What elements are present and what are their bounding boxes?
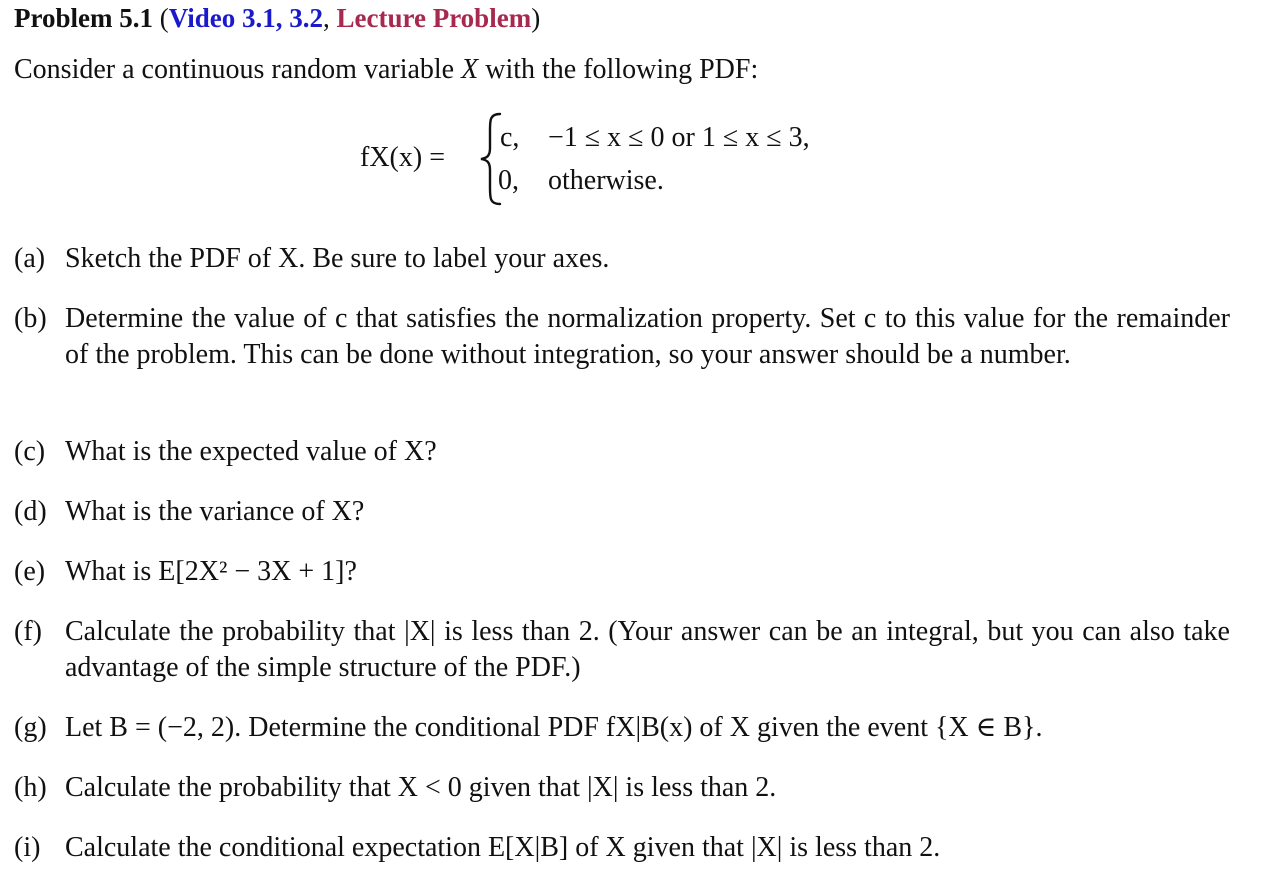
question-text: Sketch the PDF of X. Be sure to label your axes. <box>65 243 610 274</box>
question-text: Calculate the probability that X < 0 given that |X| is less than 2. <box>65 772 777 803</box>
video-reference: Video 3.1, 3.2 <box>168 3 323 33</box>
pdf-lhs-text: fX(x) = <box>360 142 445 173</box>
problem-heading <box>14 0 540 36</box>
heading-close-paren: ) <box>531 3 541 33</box>
heading-open-paren: ( <box>159 3 169 33</box>
question-text: What is the expected value of X? <box>65 436 437 467</box>
pdf-definition <box>360 110 920 204</box>
question-label: (a) <box>14 243 46 274</box>
question-label: (c) <box>14 436 46 467</box>
question-label: (d) <box>14 496 47 527</box>
question-label: (h) <box>14 772 47 803</box>
case2-value: 0, <box>498 165 519 196</box>
problem-number: Problem 5.1 <box>14 3 153 33</box>
question-text: What is E[2X² − 3X + 1]? <box>65 556 357 587</box>
lecture-problem-label: Lecture Problem <box>336 3 532 33</box>
heading-comma: , <box>322 3 330 33</box>
case1-value: c, <box>500 122 520 153</box>
question-label: (i) <box>14 832 41 863</box>
question-label: (b) <box>14 303 47 334</box>
pdf-lhs <box>360 140 445 176</box>
intro-text-before: Consider a continuous random variable <box>14 54 455 85</box>
question-text: What is the variance of X? <box>65 496 365 527</box>
question-label: (g) <box>14 712 47 743</box>
case2-condition: otherwise. <box>548 165 664 196</box>
intro-variable: X <box>461 54 479 85</box>
question-text: Determine the value of c that satisfies the normalization property. Set c to this value for the remainder of the problem. This can be done without integration, so your answer should be a number. <box>65 303 1230 370</box>
case1-condition: −1 ≤ x ≤ 0 or 1 ≤ x ≤ 3, <box>548 122 810 153</box>
problem-intro <box>14 52 758 88</box>
question-text: Let B = (−2, 2). Determine the conditional PDF fX|B(x) of X given the event {X ∈ B}. <box>65 712 1043 743</box>
question-label: (f) <box>14 616 42 647</box>
intro-text-after: with the following PDF: <box>485 54 759 85</box>
question-text: Calculate the probability that |X| is less than 2. (Your answer can be an integral, but you can also take advantage of the simple structure of the PDF.) <box>65 616 1230 683</box>
question-label: (e) <box>14 556 46 587</box>
question-text: Calculate the conditional expectation E[X|B] of X given that |X| is less than 2. <box>65 832 941 863</box>
